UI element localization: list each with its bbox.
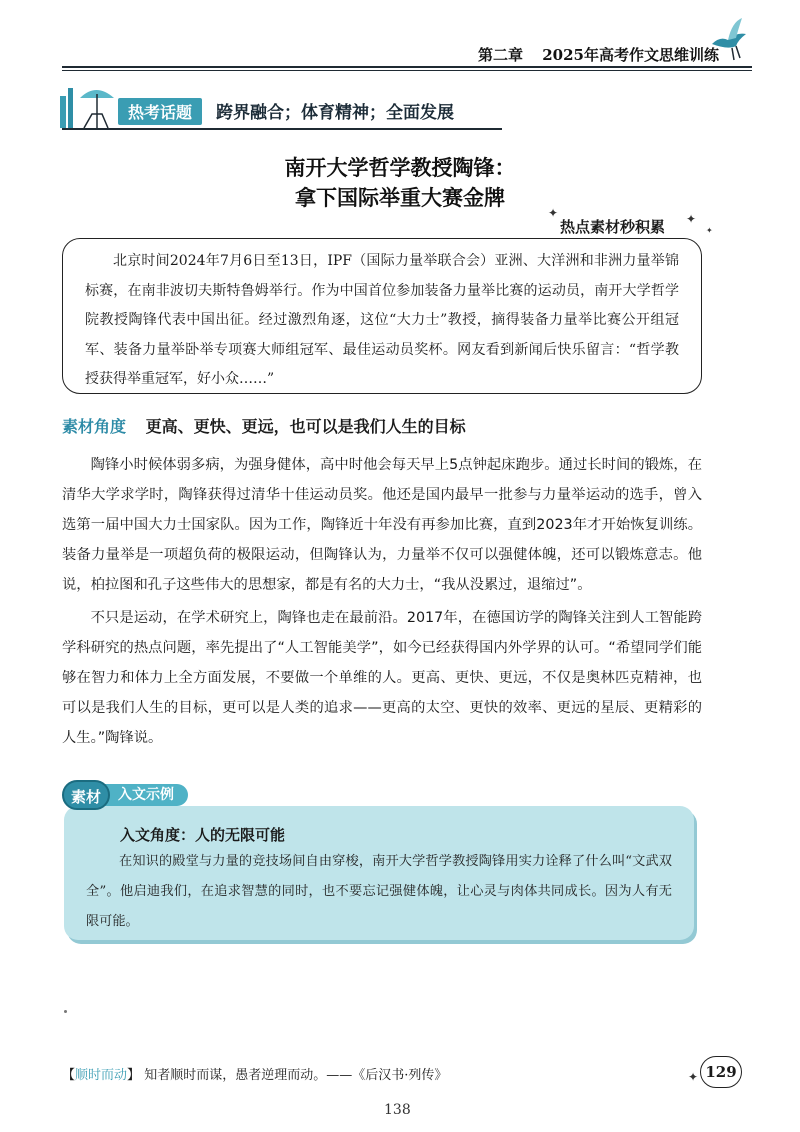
- sparkle-icon: ✦: [686, 212, 697, 226]
- angle-text: 更高、更快、更远，也可以是我们人生的目标: [145, 417, 466, 436]
- material-badge: 素材: [62, 780, 110, 810]
- sparkle-icon: ✦: [706, 226, 713, 235]
- footer-quote: 【顺时而动】 知者顺时而谋，愚者逆理而动。——《后汉书·列传》: [62, 1068, 448, 1083]
- example-label: 入文示例: [104, 784, 188, 806]
- topic-badge: 热考话题: [118, 98, 202, 125]
- header-rule-thin: [62, 70, 752, 71]
- example-text: 在知识的殿堂与力量的竞技场间自由穿梭，南开大学哲学教授陶锋用实力诠释了什么叫“文武双全”。他启迪我们，在追求智慧的同时，也不要忘记强健体魄，让心灵与肉体共同成长。因为人有无限可能。: [86, 854, 672, 929]
- quote-tag: 顺时而动: [75, 1068, 128, 1083]
- body-paragraph-2: 不只是运动，在学术研究上，陶锋也走在最前沿。2017年，在德国访学的陶锋关注到人工智能跨学科研究的热点问题，率先提出了“人工智能美学”，如今已经获得国内外学界的认可。“希望同学们能够在智力和体力上全方面发展，不要做一个单维的人。更高、更快、更远，不仅是奥林匹克精神，也可以是我们人生的目标，更可以是人类的追求——更高的太空、更快的效率、更远的星辰、更精彩的人生。”陶锋说。: [62, 610, 702, 746]
- sparkle-icon: ✦: [548, 206, 559, 220]
- section-tag: 热点素材秒积累: [560, 218, 666, 236]
- angle-tag: 素材角度: [62, 417, 127, 436]
- body-text: [62, 450, 702, 756]
- news-paragraph: 北京时间2024年7月6日至13日，IPF（国际力量举联合会）亚洲、大洋洲和非洲力量举锦标赛，在南非波切夫斯特鲁姆举行。作为中国首位参加装备力量举比赛的运动员，南开大学哲学院教授陶锋代表中国出征。经过激烈角逐，这位“大力士”教授，摘得装备力量举比赛公开组冠军、装备力量举卧举专项赛大师组冠军、最佳运动员奖杯。网友看到新闻后快乐留言：“哲学教授获得举重冠军，好小众……”: [85, 253, 679, 387]
- topic-rule: [62, 128, 502, 130]
- example-angle: 入文角度：人的无限可能: [120, 826, 286, 844]
- sparkle-icon: ✦: [688, 1070, 699, 1084]
- chapter-label: 第二章: [478, 46, 524, 64]
- book-title: 2025年高考作文思维训练: [542, 46, 719, 64]
- header-rule: [62, 66, 752, 68]
- quote-text: 知者顺时而谋，愚者逆理而动。——《后汉书·列传》: [144, 1068, 448, 1083]
- bird-icon: [706, 14, 750, 64]
- material-angle: [62, 414, 466, 437]
- example-panel: [64, 806, 694, 940]
- running-header: [478, 44, 719, 65]
- article-title-line1: 南开大学哲学教授陶锋：: [284, 155, 516, 180]
- news-box: [62, 238, 702, 394]
- decorative-dot: [64, 1010, 67, 1013]
- body-paragraph-1: 陶锋小时候体弱多病，为强身健体，高中时他会每天早上5点钟起床跑步。通过长时间的锻炼，在清华大学求学时，陶锋获得过清华十佳运动员奖。他还是国内最早一批参与力量举运动的选手，曾入选第一届中国大力士国家队。因为工作，陶锋近十年没有再参加比赛，直到2023年才开始恢复训练。装备力量举是一项超负荷的极限运动，但陶锋认为，力量举不仅可以强健体魄，还可以锻炼意志。他说，柏拉图和孔子这些伟大的思想家，都是有名的大力士，“我从没累过，退缩过”。: [62, 457, 702, 593]
- page-number: 129: [700, 1056, 742, 1088]
- print-page-number: 138: [384, 1102, 411, 1118]
- article-title-line2: 拿下国际举重大赛金牌: [295, 185, 505, 210]
- topic-keywords: 跨界融合；体育精神；全面发展: [216, 103, 454, 123]
